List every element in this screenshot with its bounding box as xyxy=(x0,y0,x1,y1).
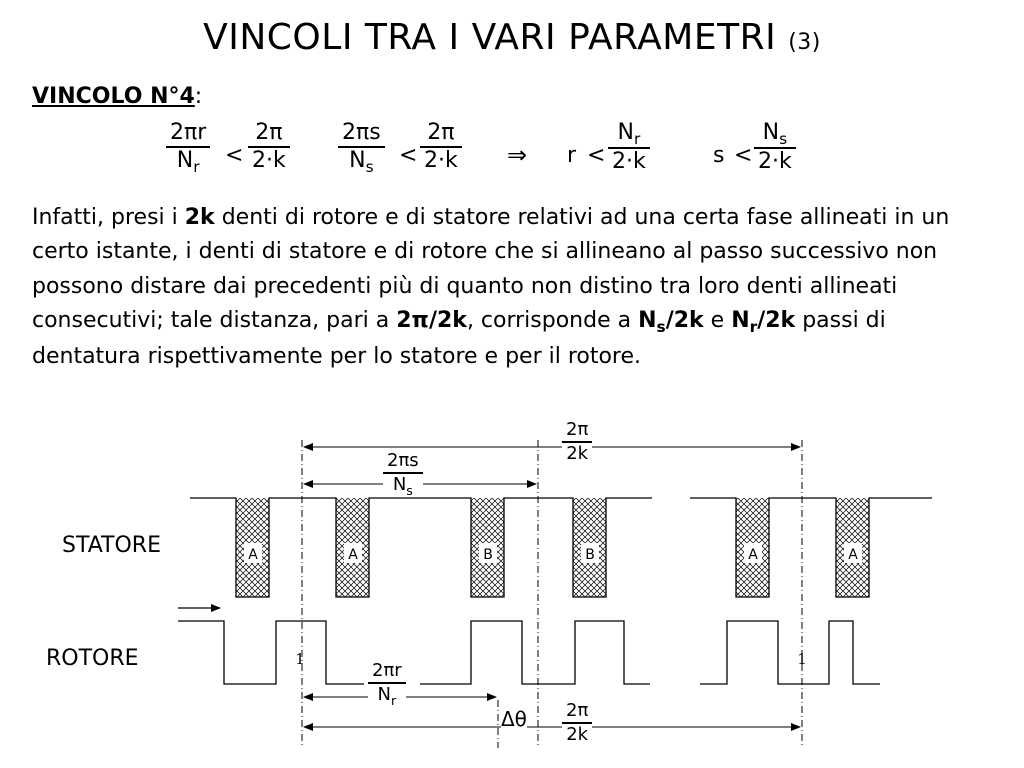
rotore-label: ROTORE xyxy=(46,646,139,671)
less-than-sign: < xyxy=(399,143,418,168)
frac-numerator: 2πs xyxy=(342,120,381,145)
stator-profile xyxy=(690,498,932,597)
frac-numerator: 2π xyxy=(255,120,283,145)
frac-numerator: 2πr xyxy=(372,660,402,681)
frac-denominator: 2k xyxy=(566,723,589,745)
slot-label: A xyxy=(848,547,858,563)
variable-s: s xyxy=(713,143,725,168)
top-pitch-fraction xyxy=(562,419,592,465)
slot-label: B xyxy=(483,547,493,563)
statore-label: STATORE xyxy=(62,533,161,558)
frac-numerator: 2π xyxy=(427,120,455,145)
slot-label: B xyxy=(585,547,595,563)
less-than-sign: < xyxy=(587,143,606,168)
frac-denominator: 2k xyxy=(566,442,589,464)
vincolo-label: VINCOLO N°4 xyxy=(32,84,195,109)
rotor-profile xyxy=(420,621,650,684)
frac-numerator: 2π xyxy=(566,419,589,440)
title-main: VINCOLI TRA I VARI PARAMETRI xyxy=(203,17,777,58)
frac-numerator: $N_r$ xyxy=(617,120,641,148)
rotor-profile xyxy=(700,621,880,684)
frac-denominator: 2·k xyxy=(252,147,286,173)
frac-denominator: 2·k xyxy=(424,147,458,173)
slot-label: A xyxy=(248,547,258,563)
explanation-paragraph: Infatti, presi i 2k denti di rotore e di statore relativi ad una certa fase allineati in un certo istante, i denti di statore e di rotore che si allineano al passo successivo non possono distare dai precedenti più di quanto non distino tra loro denti allineati consecutivi; tale distanza, pari a 2π/2k, corrisponde a $N_s/2k$ e $N_r/2k$ passi di dentatura rispettivamente per lo statore e per il rotore. xyxy=(32,205,950,369)
slot-label: A xyxy=(748,547,758,563)
frac-denominator: $N_r$ xyxy=(176,147,200,176)
vincolo-colon: : xyxy=(194,84,203,109)
frac-numerator: $N_s$ xyxy=(762,120,788,148)
title-suffix: (3) xyxy=(788,30,821,55)
stator-pitch-fraction xyxy=(383,450,423,497)
tooth-label: 1 xyxy=(797,650,807,668)
rotor-profile xyxy=(178,621,364,684)
implies-arrow: ⇒ xyxy=(507,141,528,169)
stator-slots xyxy=(236,498,869,597)
delta-theta-label: Δθ xyxy=(501,707,527,731)
frac-denominator: $N_s$ xyxy=(349,147,374,176)
variable-r: r xyxy=(567,143,577,168)
frac-denominator: 2·k xyxy=(612,148,646,174)
frac-numerator: 2πs xyxy=(387,450,419,471)
frac-denominator: 2·k xyxy=(758,148,792,174)
less-than-sign: < xyxy=(734,143,753,168)
tooth-label: 1 xyxy=(295,650,305,668)
slot-label: A xyxy=(348,547,358,563)
frac-numerator: 2πr xyxy=(170,120,207,145)
frac-denominator: $N_s$ xyxy=(392,473,413,498)
bottom-pitch-fraction xyxy=(562,700,592,746)
frac-numerator: 2π xyxy=(566,700,589,721)
rotor-pitch-fraction xyxy=(368,660,406,707)
frac-denominator: $N_r$ xyxy=(377,683,397,708)
less-than-sign: < xyxy=(225,143,244,168)
